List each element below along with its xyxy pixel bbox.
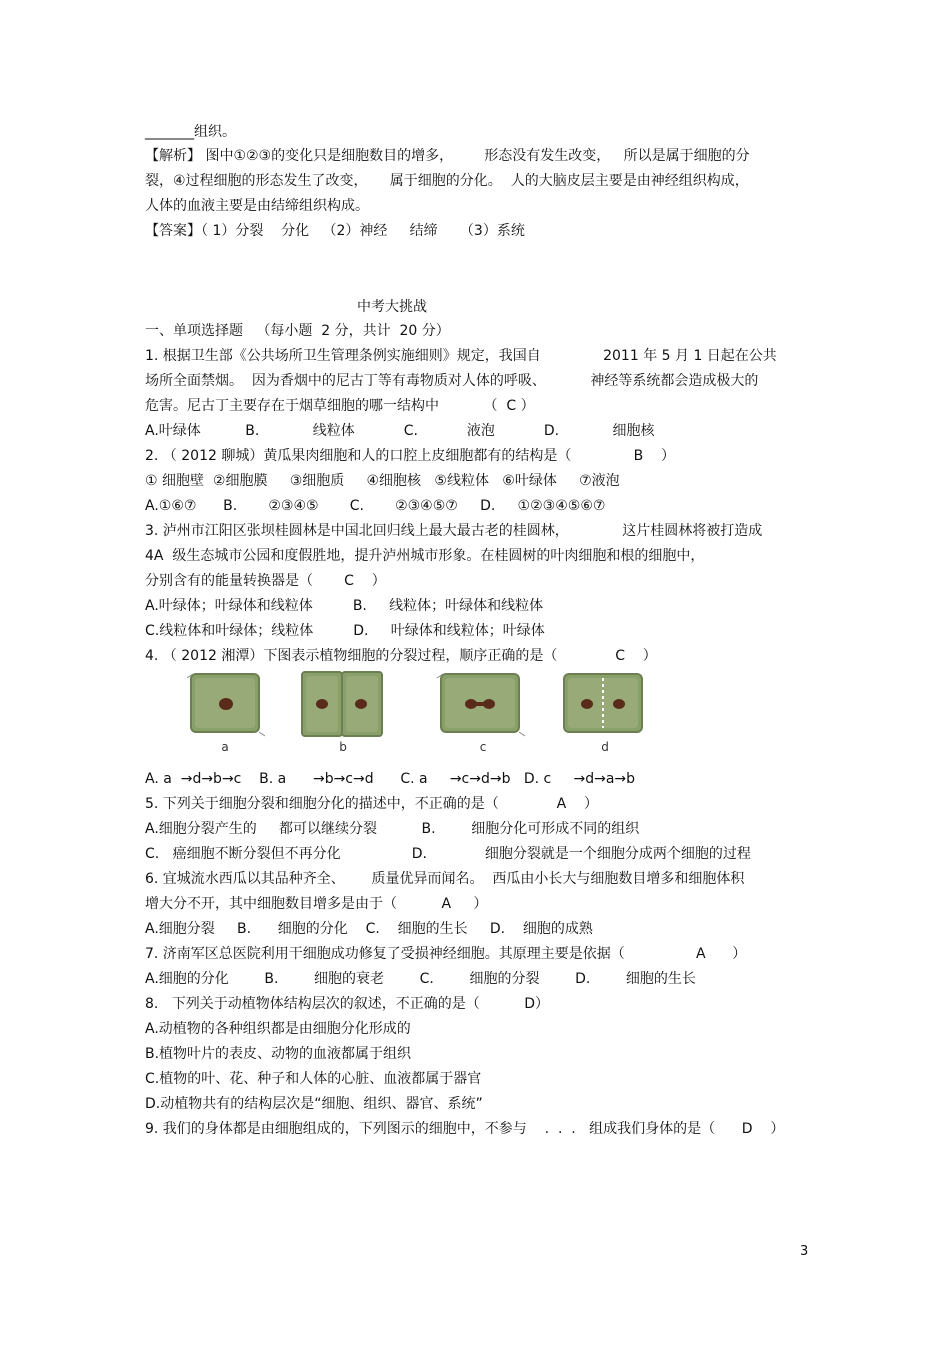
cell-image-a bbox=[185, 668, 265, 738]
answer-blank-line: _______组织。 bbox=[145, 124, 236, 140]
figure-caption-b: b bbox=[339, 740, 347, 754]
question-line: B.植物叶片的表皮、动物的血液都属于组织 bbox=[145, 1046, 412, 1062]
answer-line: 【答案】（ 1）分裂 分化 （2）神经 结缔 （3）系统 bbox=[145, 223, 525, 239]
analysis-line-1: 【解析】 图中①②③的变化只是细胞数目的增多， 形态没有发生改变， 所以是属于细胞的分 bbox=[145, 148, 750, 164]
question-line: A.动植物的各种组织都是由细胞分化形成的 bbox=[145, 1021, 411, 1037]
question-line: A.细胞分裂产生的 都可以继续分裂 B. 细胞分化可形成不同的组织 bbox=[145, 821, 640, 837]
question-line: 4. （ 2012 湘潭）下图表示植物细胞的分裂过程，顺序正确的是（ C ） bbox=[145, 648, 657, 664]
figure-caption-a: a bbox=[221, 740, 229, 754]
section-heading: 一、单项选择题 （每小题 2 分，共计 20 分） bbox=[145, 323, 450, 339]
question-line: 增大分不开，其中细胞数目增多是由于（ A ） bbox=[145, 896, 488, 912]
question-line: C.植物的叶、花、种子和人体的心脏、血液都属于器官 bbox=[145, 1071, 482, 1087]
question-line: A.细胞分裂 B. 细胞的分化 C. 细胞的生长 D. 细胞的成熟 bbox=[145, 921, 593, 937]
question-line: 3. 泸州市江阳区张坝桂圆林是中国北回归线上最大最古老的桂圆林， 这片桂圆林将被打造成 bbox=[145, 523, 763, 539]
question-line: A.叶绿体 B. 线粒体 C. 液泡 D. 细胞核 bbox=[145, 423, 655, 439]
analysis-line-3: 人体的血液主要是由结缔组织构成。 bbox=[145, 198, 369, 214]
question-line: A. a →d→b→c B. a →b→c→d C. a →c→d→b D. c →d→a→b bbox=[145, 771, 636, 787]
section-title: 中考大挑战 bbox=[357, 299, 427, 315]
question-line: A.叶绿体；叶绿体和线粒体 B. 线粒体；叶绿体和线粒体 bbox=[145, 598, 544, 614]
question-line: 9. 我们的身体都是由细胞组成的，下列图示的细胞中，不参与 . . . 组成我们身体的是（ D ） bbox=[145, 1121, 785, 1137]
question-line: 7. 济南军区总医院利用干细胞成功修复了受损神经细胞。其原理主要是依据（ A ） bbox=[145, 946, 747, 962]
question-line: 6. 宜城流水西瓜以其品种齐全、 质量优异而闻名。 西瓜由小长大与细胞数目增多和细胞体积 bbox=[145, 871, 745, 887]
question-line: 4A 级生态城市公园和度假胜地，提升泸州城市形象。在桂圆树的叶肉细胞和根的细胞中， bbox=[145, 548, 705, 564]
question-line: 2. （ 2012 聊城）黄瓜果肉细胞和人的口腔上皮细胞都有的结构是（ B ） bbox=[145, 448, 676, 464]
question-line: C.线粒体和叶绿体；线粒体 D. 叶绿体和线粒体；叶绿体 bbox=[145, 623, 545, 639]
cell-image-c bbox=[435, 668, 525, 738]
analysis-line-2: 裂，④过程细胞的形态发生了改变， 属于细胞的分化。 人的大脑皮层主要是由神经组织构成， bbox=[145, 173, 749, 189]
question-line: 分别含有的能量转换器是（ C ） bbox=[145, 573, 386, 589]
figure-caption-c: c bbox=[479, 740, 487, 754]
cell-image-b bbox=[298, 668, 388, 743]
question-line: D.动植物共有的结构层次是“细胞、组织、器官、系统” bbox=[145, 1096, 483, 1112]
question-line: A.细胞的分化 B. 细胞的衰老 C. 细胞的分裂 D. 细胞的生长 bbox=[145, 971, 696, 987]
question-line: 危害。尼古丁主要存在于烟草细胞的哪一结构中 （ C ） bbox=[145, 398, 535, 414]
question-line: ① 细胞壁 ②细胞膜 ③细胞质 ④细胞核 ⑤线粒体 ⑥叶绿体 ⑦液泡 bbox=[145, 473, 620, 489]
figure-caption-d: d bbox=[601, 740, 609, 754]
question-line: C. 癌细胞不断分裂但不再分化 D. 细胞分裂就是一个细胞分成两个细胞的过程 bbox=[145, 846, 751, 862]
cell-image-d bbox=[558, 668, 648, 738]
page-number: 3 bbox=[800, 1244, 809, 1259]
question-line: 5. 下列关于细胞分裂和细胞分化的描述中，不正确的是（ A ） bbox=[145, 796, 599, 812]
question-line: 8. 下列关于动植物体结构层次的叙述，不正确的是（ D） bbox=[145, 996, 549, 1012]
question-line: 1. 根据卫生部《公共场所卫生管理条例实施细则》规定，我国自 2011 年 5 月 1 日起在公共 bbox=[145, 348, 777, 364]
question-line: 场所全面禁烟。 因为香烟中的尼古丁等有毒物质对人体的呼吸、 神经等系统都会造成极大的 bbox=[145, 373, 759, 389]
question-line: A.①⑥⑦ B. ②③④⑤ C. ②③④⑤⑦ D. ①②③④⑤⑥⑦ bbox=[145, 498, 606, 514]
cell-division-figure bbox=[180, 668, 660, 763]
